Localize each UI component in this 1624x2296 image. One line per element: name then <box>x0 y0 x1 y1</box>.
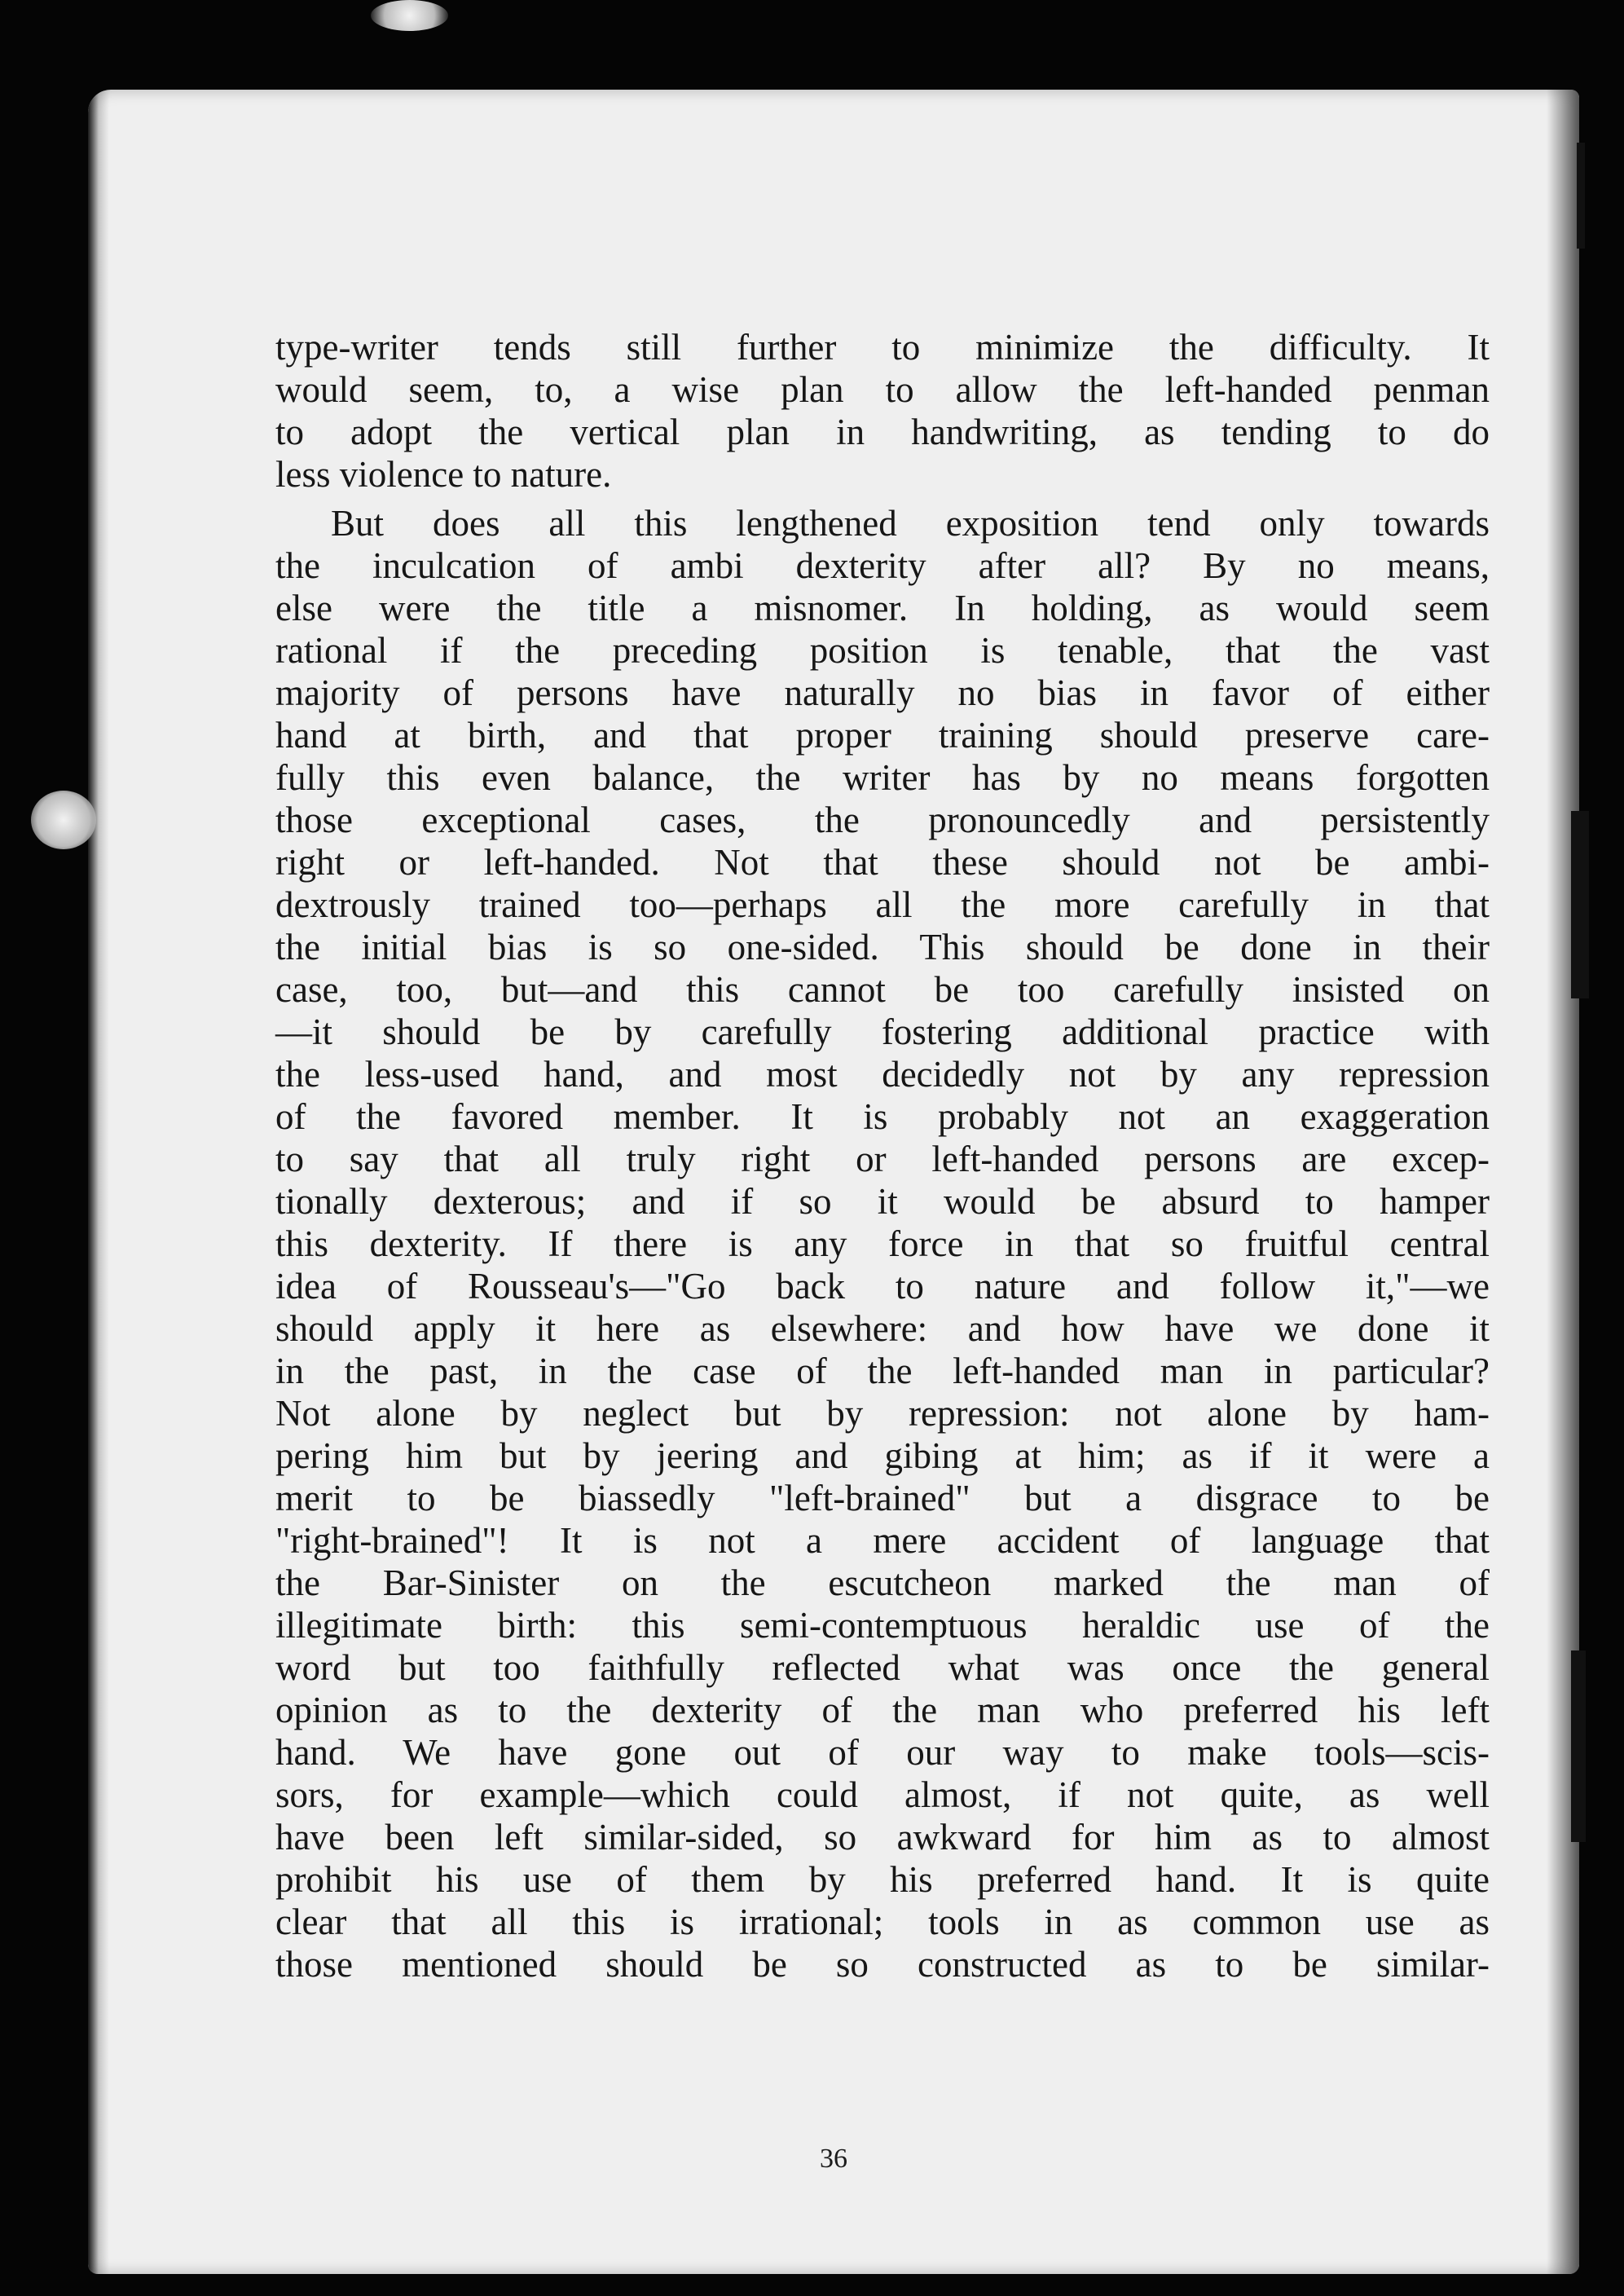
text-line: word but too faithfully reflected what was once the general <box>275 1647 1490 1688</box>
scan-artifact <box>371 0 448 31</box>
page-number: 36 <box>820 2144 847 2174</box>
text-line: the less-used hand, and most decidedly not by any repression <box>275 1054 1490 1095</box>
text-line: idea of Rousseau's—"Go back to nature and follow it,"—we <box>275 1266 1490 1307</box>
text-line: the inculcation of ambi dexterity after all? By no means, <box>275 545 1490 586</box>
text-line: the Bar-Sinister on the escutcheon marked the man of <box>275 1562 1490 1603</box>
text-line: of the favored member. It is probably not an exaggeration <box>275 1096 1490 1137</box>
text-line: merit to be biassedly "left-brained" but a disgrace to be <box>275 1478 1490 1518</box>
body-text <box>275 326 1490 1985</box>
text-line: opinion as to the dexterity of the man who preferred his left <box>275 1690 1490 1730</box>
text-line: hand at birth, and that proper training should preserve care- <box>275 715 1490 756</box>
text-line: this dexterity. If there is any force in that so fruitful central <box>275 1223 1490 1264</box>
text-line: prohibit his use of them by his preferred hand. It is quite <box>275 1859 1490 1900</box>
text-line: dextrously trained too—perhaps all the more carefully in that <box>275 884 1490 925</box>
text-line: hand. We have gone out of our way to make tools—scis- <box>275 1732 1490 1773</box>
binding-mark <box>1571 811 1589 998</box>
scan-artifact <box>31 791 96 849</box>
binding-mark <box>1577 143 1585 249</box>
text-line: right or left-handed. Not that these should not be ambi- <box>275 842 1490 883</box>
text-line: have been left similar-sided, so awkward for him as to almost <box>275 1817 1490 1858</box>
text-line: case, too, but—and this cannot be too carefully insisted on <box>275 969 1490 1010</box>
book-page <box>88 90 1579 2274</box>
binding-mark <box>1571 1650 1586 1842</box>
text-line: —it should be by carefully fostering additional practice with <box>275 1011 1490 1052</box>
text-line: pering him but by jeering and gibing at him; as if it were a <box>275 1435 1490 1476</box>
text-line: Not alone by neglect but by repression: not alone by ham- <box>275 1393 1490 1434</box>
text-line: majority of persons have naturally no bias in favor of either <box>275 672 1490 713</box>
paragraph-gap <box>275 496 1490 502</box>
text-line: clear that all this is irrational; tools in as common use as <box>275 1902 1490 1942</box>
text-line: those mentioned should be so constructed as to be similar- <box>275 1944 1490 1985</box>
text-line: type-writer tends still further to minimize the difficulty. It <box>275 327 1490 368</box>
text-line: sors, for example—which could almost, if not quite, as well <box>275 1774 1490 1815</box>
text-line: tionally dexterous; and if so it would be absurd to hamper <box>275 1181 1490 1222</box>
text-line: But does all this lengthened exposition tend only towards <box>331 503 1490 544</box>
text-line: illegitimate birth: this semi-contemptuous heraldic use of the <box>275 1605 1490 1646</box>
text-line: less violence to nature. <box>275 454 612 495</box>
text-line: to adopt the vertical plan in handwriting, as tending to do <box>275 412 1490 452</box>
text-line: would seem, to, a wise plan to allow the left-handed penman <box>275 369 1490 410</box>
text-line: those exceptional cases, the pronouncedly and persistently <box>275 800 1490 840</box>
text-line: in the past, in the case of the left-handed man in particular? <box>275 1351 1490 1391</box>
text-line: fully this even balance, the writer has by no means forgotten <box>275 757 1490 798</box>
text-line: rational if the preceding position is tenable, that the vast <box>275 630 1490 671</box>
text-line: else were the title a misnomer. In holding, as would seem <box>275 588 1490 628</box>
text-line: should apply it here as elsewhere: and how have we done it <box>275 1308 1490 1349</box>
text-line: the initial bias is so one-sided. This should be done in their <box>275 927 1490 967</box>
text-line: "right-brained"! It is not a mere accident of language that <box>275 1520 1490 1561</box>
text-line: to say that all truly right or left-handed persons are excep- <box>275 1139 1490 1179</box>
